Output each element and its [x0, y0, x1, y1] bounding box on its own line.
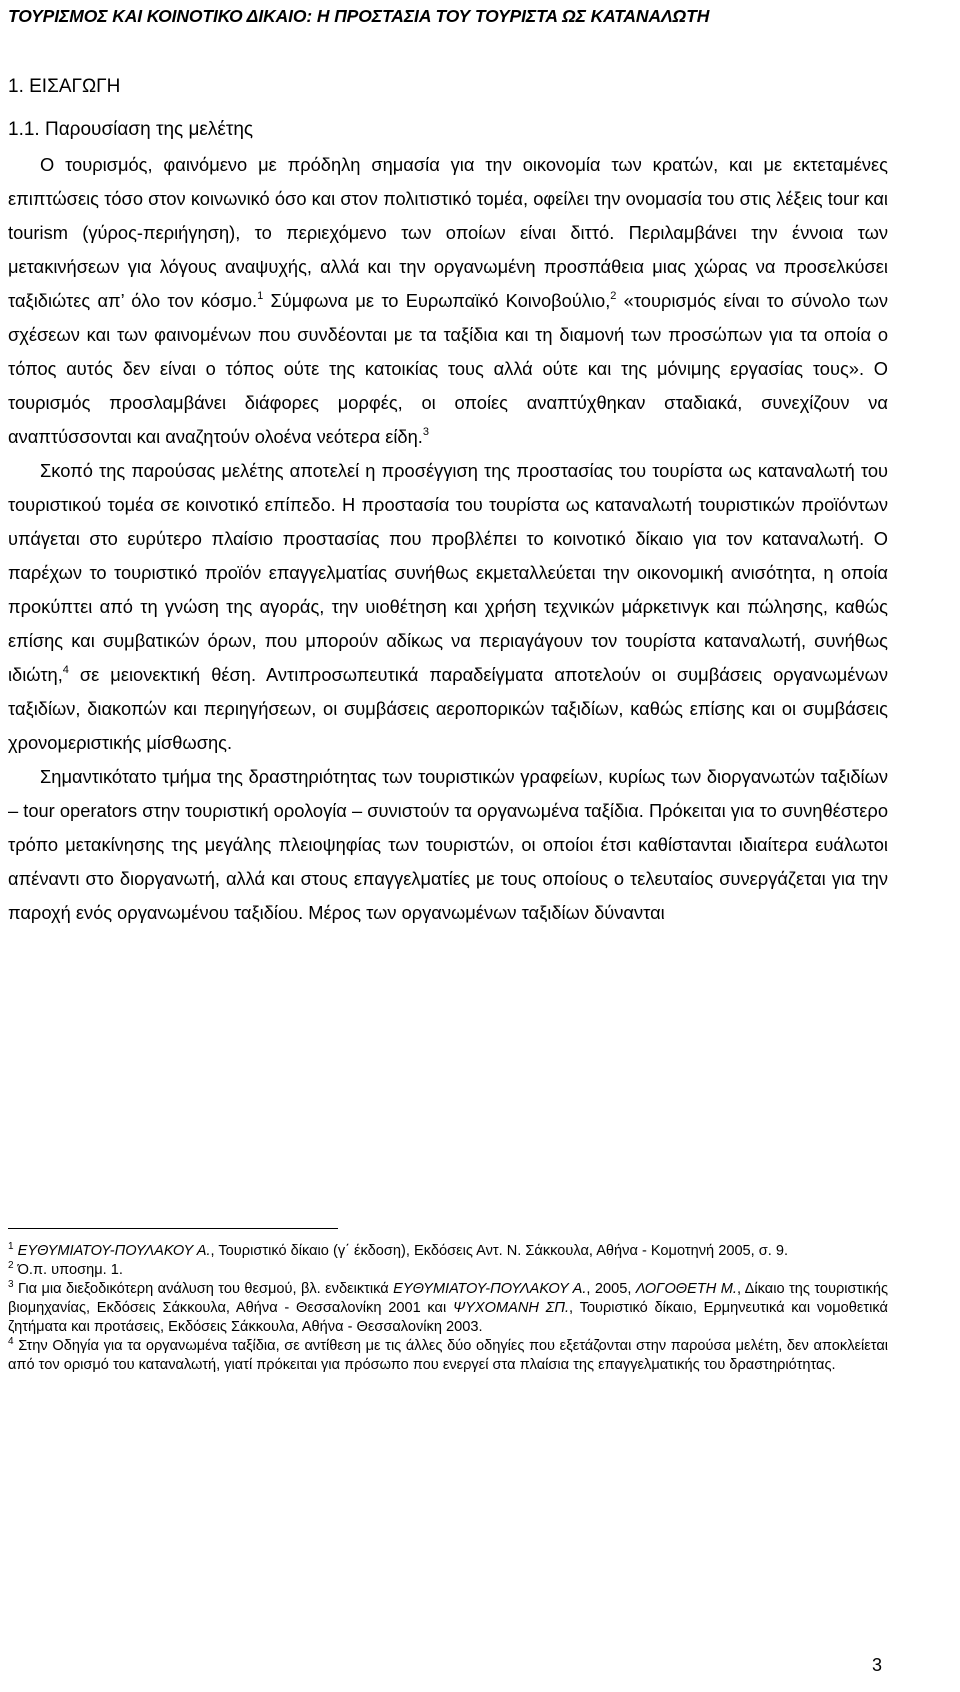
body-text — [8, 148, 888, 930]
footnote-ref-4: 4 — [62, 664, 69, 676]
footnote-3-author-2: ΛΟΓΟΘΕΤΗ Μ. — [635, 1281, 737, 1297]
footnote-ref-1: 1 — [257, 290, 264, 302]
paragraph-3: Σημαντικότατο τμήμα της δραστηριότητας των τουριστικών γραφείων, κυρίως των διοργανωτών ταξιδίων – tour operators στην τουριστική ορολογία – συνιστούν τα οργανωμένα ταξίδια. Πρόκειται για το συνηθέστερο τρόπο μετακίνησης της μεγάλης πλειοψηφίας των τουριστών, οι οποίοι έτσι καθίστανται ιδιαίτερα ευάλωτοι απέναντι στο διοργανωτή, αλλά και στους επαγγελματίες με τους οποίους ο τελευταίος συνεργάζεται για την παροχή ενός οργανωμένου ταξιδίου. Μέρος των οργανωμένων ταξιδίων δύνανται — [8, 766, 888, 923]
paragraph-1-text-b: Σύμφωνα με το Ευρωπαϊκό Κοινοβούλιο, — [263, 290, 611, 311]
footnote-3 — [8, 1280, 888, 1337]
paragraph-1-text-a: Ο τουρισμός, φαινόμενο με πρόδηλη σημασία για την οικονομία των κρατών, και με εκτεταμένες επιπτώσεις τόσο στον κοινωνικό όσο και στον πολιτιστικό τομέα, οφείλει την ονομασία του στις λέξεις tour και tourism (γύρος-περιήγηση), το περιεχόμενο των οποίων είναι διττό. Περιλαμβάνει την έννοια των μετακινήσεων για λόγους αναψυχής, αλλά και την οργανωμένη προσπάθεια μιας χώρας να προσελκύσει ταξιδιώτες απ’ όλο τον κόσμο. — [8, 154, 888, 311]
footnote-2 — [8, 1261, 888, 1280]
footnote-ref-2: 2 — [610, 290, 617, 302]
footnote-3-text-d: , Τουριστικό δίκαιο, Ερμηνευτικά και νομοθετικά ζητήματα και προτάσεις, Εκδόσεις Σάκκουλα, Αθήνα - Θεσσαλονίκη 2003. — [8, 1300, 888, 1335]
footnote-3-text-c: , Δίκαιο της τουριστικής βιομηχανίας, Εκδόσεις Σάκκουλα, Αθήνα - Θεσσαλονίκη 2001 και — [8, 1281, 888, 1316]
footnote-3-author-3: ΨΥΧΟΜΑΝΗ ΣΠ. — [453, 1300, 570, 1316]
footnote-4-number: 4 — [8, 1336, 14, 1347]
footnote-separator — [8, 1228, 338, 1229]
section-heading: 1. ΕΙΣΑΓΩΓΗ — [8, 76, 121, 97]
paragraph-2-text-a: Σκοπό της παρούσας μελέτης αποτελεί η προσέγγιση της προστασίας του τουρίστα ως καταναλωτή του τουριστικού τομέα σε κοινοτικό επίπεδο. Η προστασία του τουρίστα ως καταναλωτή τουριστικών προϊόντων υπάγεται στο ευρύτερο πλαίσιο προστασίας που προβλέπει το κοινοτικό δίκαιο για τον καταναλωτή. Ο παρέχων το τουριστικό προϊόν επαγγελματίας συνήθως εκμεταλλεύεται την οικονομική ανισότητα, η οποία προκύπτει από τη γνώση της αγοράς, την υιοθέτηση και χρήση τεχνικών μάρκετινγκ και πώλησης, καθώς επίσης και συμβατικών όρων, που μπορούν αδίκως να περιαγάγουν τον τουρίστα καταναλωτή, συνήθως ιδιώτη, — [8, 460, 888, 685]
footnote-3-number: 3 — [8, 1279, 14, 1290]
footnote-ref-3: 3 — [422, 426, 429, 438]
footnote-1 — [8, 1242, 888, 1261]
footnote-3-text-a: Για μια διεξοδικότερη ανάλυση του θεσμού, βλ. ενδεικτικά — [13, 1281, 394, 1297]
footnotes — [8, 1242, 888, 1375]
footnote-4 — [8, 1337, 888, 1375]
paragraph-1 — [8, 148, 888, 454]
running-header: ΤΟΥΡΙΣΜΟΣ ΚΑΙ ΚΟΙΝΟΤΙΚΟ ΔΙΚΑΙΟ: Η ΠΡΟΣΤΑΣΙΑ ΤΟΥ ΤΟΥΡΙΣΤΑ ΩΣ ΚΑΤΑΝΑΛΩΤΗ — [8, 6, 710, 26]
footnote-1-text: , Τουριστικό δίκαιο (γ΄ έκδοση), Εκδόσεις Αντ. Ν. Σάκκουλα, Αθήνα - Κομοτηνή 2005, σ. 9. — [210, 1243, 789, 1259]
footnote-1-author: ΕΥΘΥΜΙΑΤΟΥ-ΠΟΥΛΑΚΟΥ Α. — [17, 1243, 211, 1259]
footnote-4-text: Στην Οδηγία για τα οργανωμένα ταξίδια, σε αντίθεση με τις άλλες δύο οδηγίες που εξετάζονται στην παρούσα μελέτη, δεν αποκλείεται από τον ορισμό του καταναλωτή, γιατί πρόκειται για πρόσωπο που ενεργεί στα πλαίσια της επαγγελματικής του δραστηριότητας. — [8, 1338, 888, 1373]
subsection-heading: 1.1. Παρουσίαση της μελέτης — [8, 119, 254, 140]
footnote-1-number: 1 — [8, 1241, 14, 1252]
footnote-2-number: 2 — [8, 1260, 14, 1271]
paragraph-2 — [8, 454, 888, 760]
footnote-3-text-b: , 2005, — [586, 1281, 636, 1297]
paragraph-2-text-b: σε μειονεκτική θέση. Αντιπροσωπευτικά παραδείγματα αποτελούν οι συμβάσεις οργανωμένων ταξιδίων, διακοπών και περιηγήσεων, οι συμβάσεις αεροπορικών ταξιδίων, καθώς επίσης και οι συμβάσεις χρονομεριστικής μίσθωσης. — [8, 664, 888, 753]
footnote-2-text: Ό.π. υποσημ. 1. — [17, 1262, 123, 1278]
footnote-3-author-1: ΕΥΘΥΜΙΑΤΟΥ-ΠΟΥΛΑΚΟΥ Α. — [393, 1281, 587, 1297]
paragraph-1-text-c: «τουρισμός είναι το σύνολο των σχέσεων και των φαινομένων που συνδέονται με τα ταξίδια και τη διαμονή των προσώπων για τα οποία ο τόπος αυτός δεν είναι ο τόπος ούτε της κατοικίας τους αλλά ούτε και της μόνιμης εργασίας τους». Ο τουρισμός προσλαμβάνει διάφορες μορφές, οι οποίες αναπτύχθηκαν σταδιακά, συνεχίζουν να αναπτύσσονται και αναζητούν ολοένα νεότερα είδη. — [8, 290, 888, 447]
page-number: 3 — [872, 1655, 883, 1675]
